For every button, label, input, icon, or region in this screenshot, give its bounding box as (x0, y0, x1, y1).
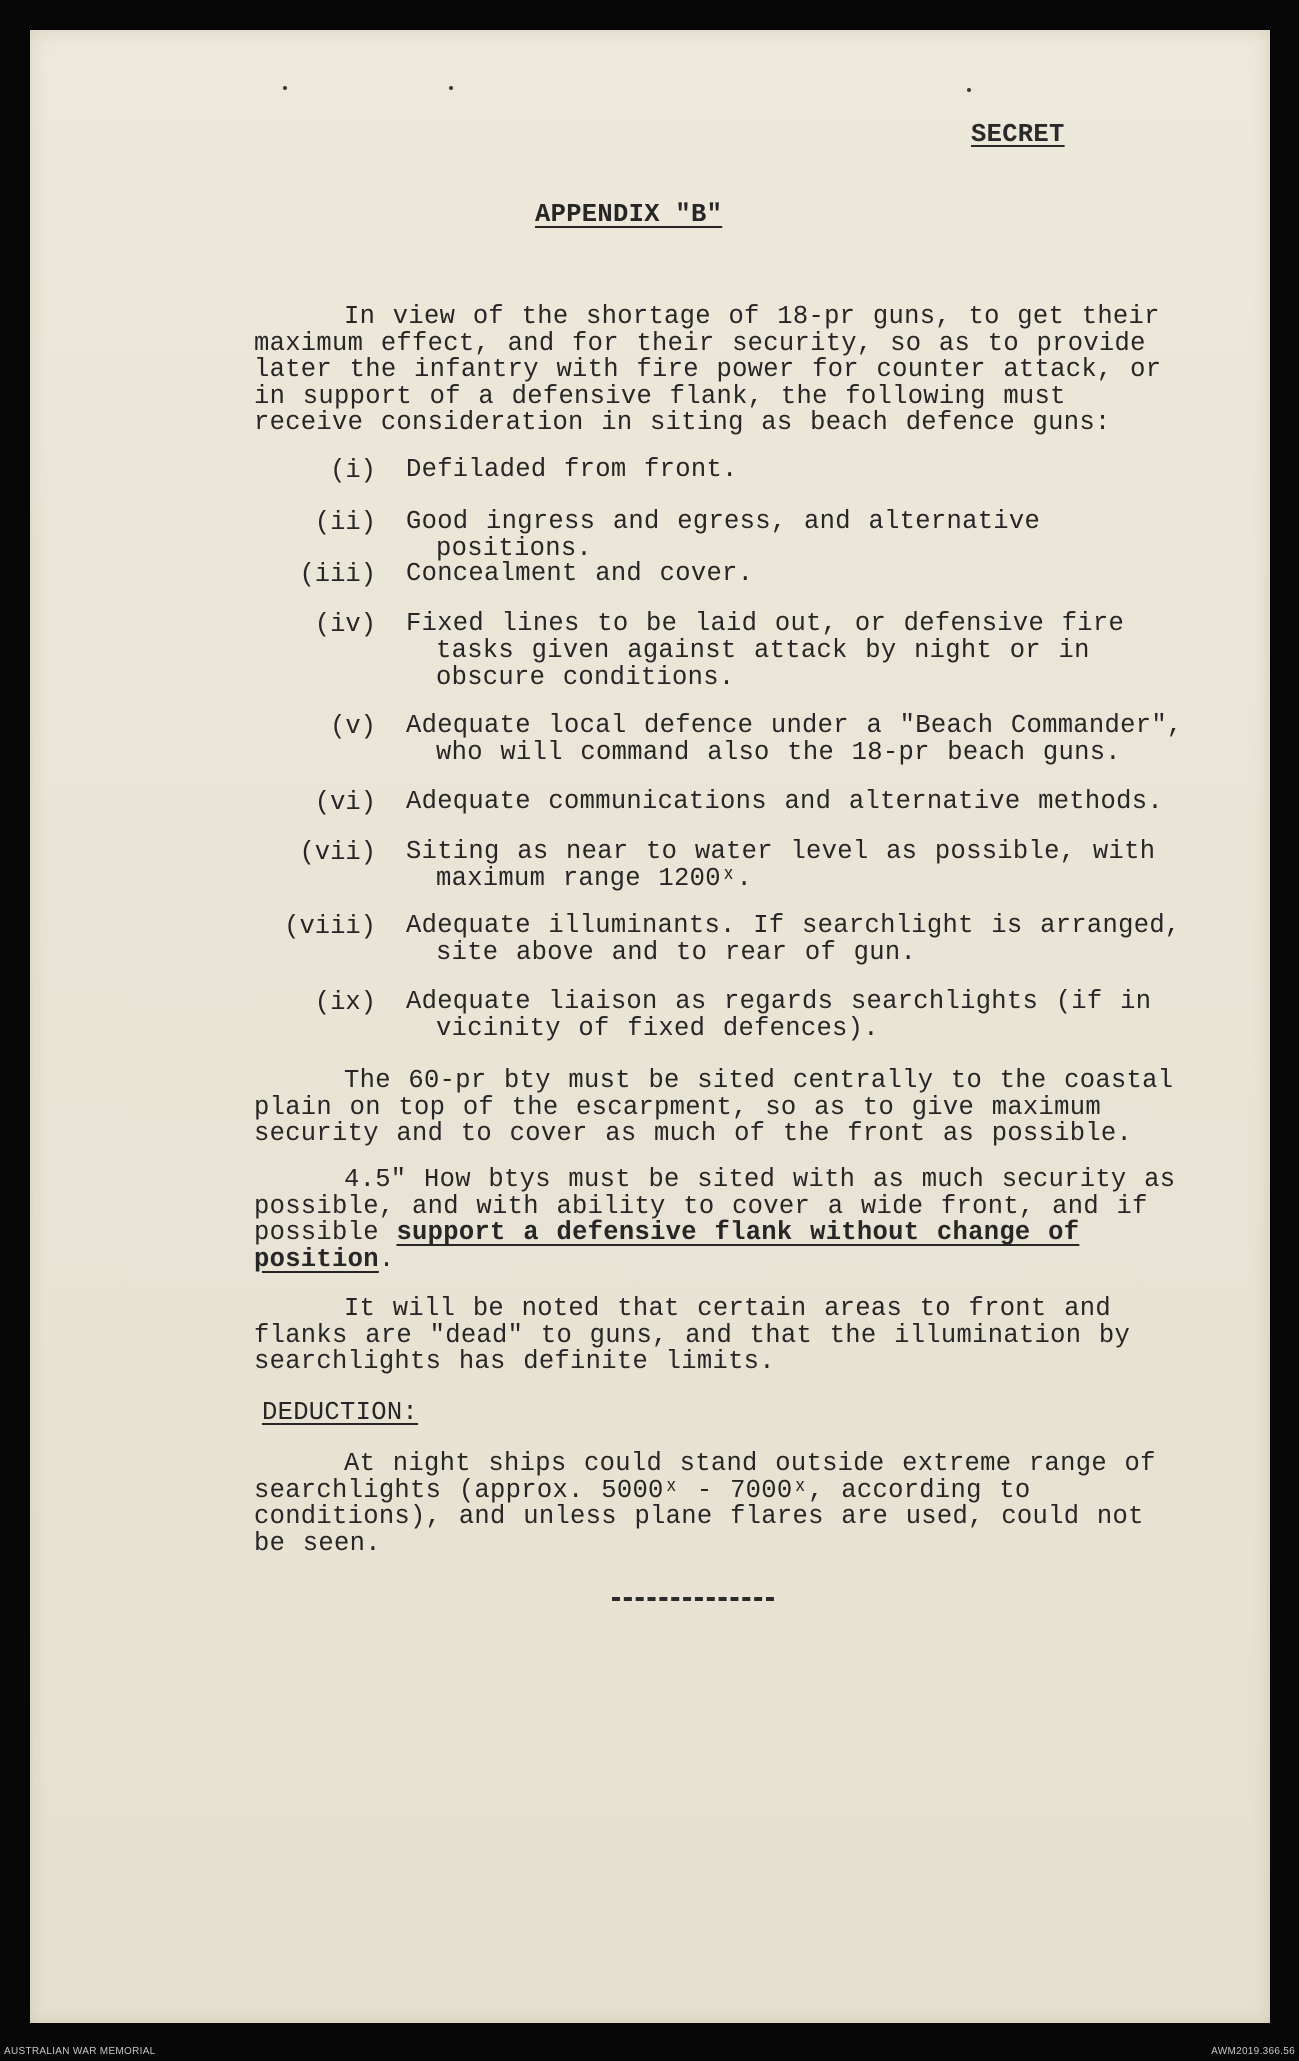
divider (612, 1597, 774, 1601)
list-item-text: Adequate communications and alternative methods. (406, 787, 1163, 816)
list-item-text: Defiladed from front. (406, 455, 738, 484)
list-item-number: (viii) (284, 912, 376, 941)
paragraph-howitzer (254, 1167, 1184, 1273)
punch-hole (449, 86, 453, 90)
punch-hole (283, 86, 287, 90)
paragraph-howitzer-end: . (378, 1244, 395, 1274)
list-item-number: (vi) (314, 788, 376, 817)
list-item-number: (i) (330, 456, 376, 485)
underlined-phrase: support a defensive flank without change of position (254, 1218, 1080, 1274)
classification-label: SECRET (971, 120, 1065, 149)
list-item-text: Good ingress and egress, and alternative positions. (406, 507, 1041, 563)
deduction-heading: DEDUCTION: (262, 1398, 419, 1427)
list-item-number: (iv) (314, 610, 376, 639)
paragraph-howitzer-text: 4.5" How btys must be sited with as much security as possible, and with ability to cover a wide front, and if possible (254, 1165, 1176, 1247)
list-item-text: Fixed lines to be laid out, or defensive fire tasks given against attack by night or in obscure conditions. (406, 609, 1125, 692)
list-item-number: (ix) (314, 988, 376, 1017)
list-item-text: Adequate local defence under a "Beach Commander", who will command also the 18-pr beach guns. (406, 711, 1183, 767)
list-item-number: (vii) (299, 838, 376, 867)
list-item-text: Adequate liaison as regards searchlights (if in vicinity of fixed defences). (406, 987, 1152, 1043)
paragraph-60pr: The 60-pr bty must be sited centrally to the coastal plain on top of the escarpment, so as to give maximum security and to cover as much of the front as possible. (254, 1066, 1174, 1148)
intro-paragraph: In view of the shortage of 18-pr guns, to get their maximum effect, and for their security, so as to provide later the infantry with fire power for counter attack, or in support of a defensive flank, the following must receive consideration in siting as beach defence guns: (254, 302, 1162, 437)
deduction-paragraph: At night ships could stand outside extreme range of searchlights (approx. 5000ˣ - 7000ˣ, according to conditions), and unless plane flares are used, could not be seen. (254, 1449, 1156, 1558)
page-title: APPENDIX "B" (535, 200, 723, 229)
list-item-number: (ii) (314, 508, 376, 537)
paragraph-dead-areas: It will be noted that certain areas to front and flanks are "dead" to guns, and that the illumination by searchlights has definite limits. (254, 1294, 1131, 1376)
punch-hole (967, 88, 971, 92)
footer-credit: AUSTRALIAN WAR MEMORIAL (4, 2046, 156, 2057)
list-item-number: (iii) (299, 560, 376, 589)
list-item-text: Concealment and cover. (406, 559, 754, 588)
list-item-number: (v) (330, 712, 376, 741)
footer-reference: AWM2019.366.56 (1211, 2046, 1295, 2057)
list-item-text: Siting as near to water level as possible, with maximum range 1200ˣ. (406, 837, 1156, 893)
list-item-text: Adequate illuminants. If searchlight is arranged, site above and to rear of gun. (406, 911, 1181, 967)
